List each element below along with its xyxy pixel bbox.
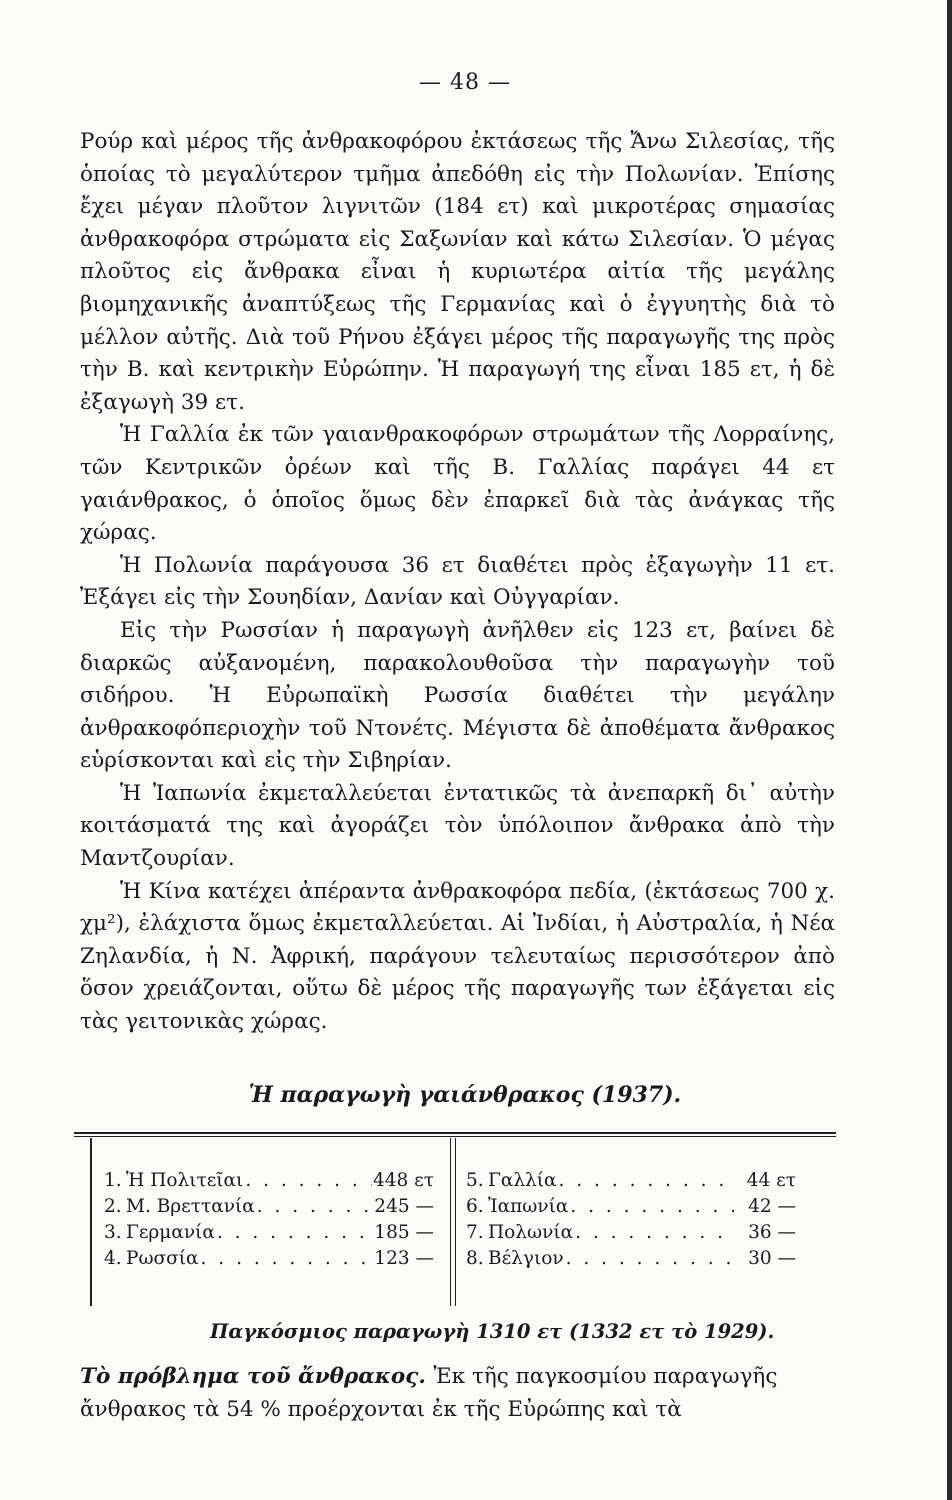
table-column-left bbox=[104, 1168, 434, 1272]
production-value: 448 ετ bbox=[372, 1170, 434, 1191]
country-name: Γερμανία bbox=[126, 1222, 215, 1243]
table-column-right bbox=[466, 1168, 796, 1272]
table-divider bbox=[455, 1138, 456, 1306]
leader-dots bbox=[573, 1220, 734, 1246]
production-value: 30 — bbox=[748, 1248, 796, 1269]
production-value: 36 — bbox=[748, 1222, 796, 1243]
section-intro bbox=[80, 1360, 835, 1426]
leader-dots bbox=[557, 1168, 734, 1194]
production-table bbox=[74, 1132, 836, 1307]
rank: 2. bbox=[104, 1196, 122, 1217]
rank: 6. bbox=[466, 1196, 484, 1217]
table-row bbox=[104, 1168, 434, 1194]
leader-dots bbox=[568, 1194, 734, 1220]
production-value: 185 — bbox=[374, 1222, 434, 1243]
table-row bbox=[466, 1168, 796, 1194]
table-border bbox=[90, 1138, 92, 1306]
leader-dots bbox=[215, 1220, 372, 1246]
rank: 1. bbox=[104, 1170, 122, 1191]
country-name: Μ. Βρεττανία bbox=[126, 1196, 255, 1217]
paragraph: Ἡ Πολωνία παράγουσα 36 ετ διαθέτει πρὸς ἐξαγωγὴν 11 ετ. Ἐξάγει εἰς τὴν Σουηδίαν, Δανίαν καὶ Οὐγγαρίαν. bbox=[80, 552, 835, 611]
country-name: Ρωσσία bbox=[126, 1248, 199, 1269]
table-row bbox=[104, 1220, 434, 1246]
production-value: 42 — bbox=[748, 1196, 796, 1217]
table-rule bbox=[74, 1132, 836, 1134]
paragraph: Ρούρ καὶ μέρος τῆς ἀνθρακοφόρου ἐκτάσεως τῆς Ἄνω Σιλεσίας, τῆς ὁποίας τὸ μεγαλύτερον τμῆμα ἀπεδόθη εἰς τὴν Πολωνίαν. Ἐπίσης ἔχει μέγαν πλοῦτον λιγνιτῶν (184 ετ) καὶ μικροτέρας σημασίας ἀνθρακοφόρα στρώματα εἰς Σαξωνίαν καὶ κάτω Σιλεσίαν. Ὁ μέγας πλοῦτος εἰς ἄνθρακα εἶναι ἡ κυριωτέρα αἰτία τῆς μεγάλης βιομηχανικῆς ἀναπτύξεως τῆς Γερμανίας καὶ ὁ ἐγγυητὴς διὰ τὸ μέλλον αὐτῆς. Διὰ τοῦ Ρήνου ἐξάγει μέρος τῆς παραγωγῆς της πρὸς τὴν Β. καὶ κεντρικὴν Εὐρώπην. Ἡ παραγωγή της εἶναι 185 ετ, ἡ δὲ ἐξαγωγὴ 39 ετ. bbox=[80, 129, 835, 415]
table-row bbox=[104, 1246, 434, 1272]
rank: 8. bbox=[466, 1248, 484, 1269]
paragraph: Ἡ Ἰαπωνία ἐκμεταλλεύεται ἐντατικῶς τὰ ἀνεπαρκῆ δι᾽ αὐτὴν κοιτάσματά της καὶ ἀγοράζει τὸν ὑπόλοιπον ἄνθρακα ἀπὸ τὴν Μαντζουρίαν. bbox=[80, 780, 835, 872]
world-production-note: Παγκόσμιος παραγωγὴ 1310 ετ (1332 ετ τὸ 1929). bbox=[210, 1320, 775, 1343]
leader-dots bbox=[199, 1246, 372, 1272]
leader-dots bbox=[564, 1246, 734, 1272]
table-row bbox=[466, 1194, 796, 1220]
section-text: Ἐκ τῆς παγκοσμίου παραγωγῆς ἄνθρακος τὰ 54 % προέρχονται ἐκ τῆς Εὐρώπης καὶ τὰ bbox=[80, 1364, 778, 1422]
table-row bbox=[104, 1194, 434, 1220]
production-value: 123 — bbox=[374, 1248, 434, 1269]
rank: 7. bbox=[466, 1222, 484, 1243]
country-name: Γαλλία bbox=[488, 1170, 557, 1191]
rank: 5. bbox=[466, 1170, 484, 1191]
production-value: 245 — bbox=[374, 1196, 434, 1217]
leader-dots bbox=[243, 1168, 372, 1194]
country-name: Ἡ Πολιτεῖαι bbox=[126, 1170, 244, 1191]
table-rule bbox=[74, 1136, 836, 1137]
production-value: 44 ετ bbox=[746, 1170, 796, 1191]
rank: 4. bbox=[104, 1248, 122, 1269]
paragraph: Ἡ Κίνα κατέχει ἀπέραντα ἀνθρακοφόρα πεδία, (ἐκτάσεως 700 χ. χμ²), ἐλάχιστα ὅμως ἐκμεταλλεύεται. Αἱ Ἰνδίαι, ἡ Αὐστραλία, ἡ Νέα Ζηλανδία, ἡ Ν. Ἀφρική, παράγουν τελευταίως περισσότερον ἀπὸ ὅσον χρειάζονται, οὕτω δὲ μέρος τῆς παραγωγῆς των ἐξάγεται εἰς τὰς γειτονικὰς χώρας. bbox=[80, 878, 835, 1035]
paragraph: Ἡ Γαλλία ἐκ τῶν γαιανθρακοφόρων στρωμάτων τῆς Λορραίνης, τῶν Κεντρικῶν ὀρέων καὶ τῆς Β. Γαλλίας παράγει 44 ετ γαιάνθρακος, ὁ ὁποῖος ὅμως δὲν ἐπαρκεῖ διὰ τὰς ἀνάγκας τῆς χώρας. bbox=[80, 422, 835, 546]
table-row bbox=[466, 1246, 796, 1272]
table-row bbox=[466, 1220, 796, 1246]
section-heading: Τὸ πρόβλημα τοῦ ἄνθρακος. bbox=[80, 1364, 434, 1389]
leader-dots bbox=[255, 1194, 372, 1220]
paragraph: Εἰς τὴν Ρωσσίαν ἡ παραγωγὴ ἀνῆλθεν εἰς 123 ετ, βαίνει δὲ διαρκῶς αὐξανομένη, παρακολουθοῦσα τὴν παραγωγὴν τοῦ σιδήρου. Ἡ Εὐρωπαϊκὴ Ρωσσία διαθέτει τὴν μεγάλην ἀνθρακοφόπεριοχὴν τοῦ Ντονέτς. Μέγιστα δὲ ἀποθέματα ἄνθρακος εὑρίσκονται καὶ εἰς τὴν Σιβηρίαν. bbox=[80, 617, 835, 774]
table-divider bbox=[450, 1138, 451, 1306]
rank: 3. bbox=[104, 1222, 122, 1243]
country-name: Βέλγιον bbox=[488, 1248, 564, 1269]
body-text bbox=[80, 126, 835, 1039]
page-number: — 48 — bbox=[419, 70, 511, 95]
country-name: Πολωνία bbox=[488, 1222, 574, 1243]
country-name: Ἰαπωνία bbox=[488, 1196, 569, 1217]
table-title: Ἡ παραγωγὴ γαιάνθρακος (1937). bbox=[248, 1082, 682, 1108]
